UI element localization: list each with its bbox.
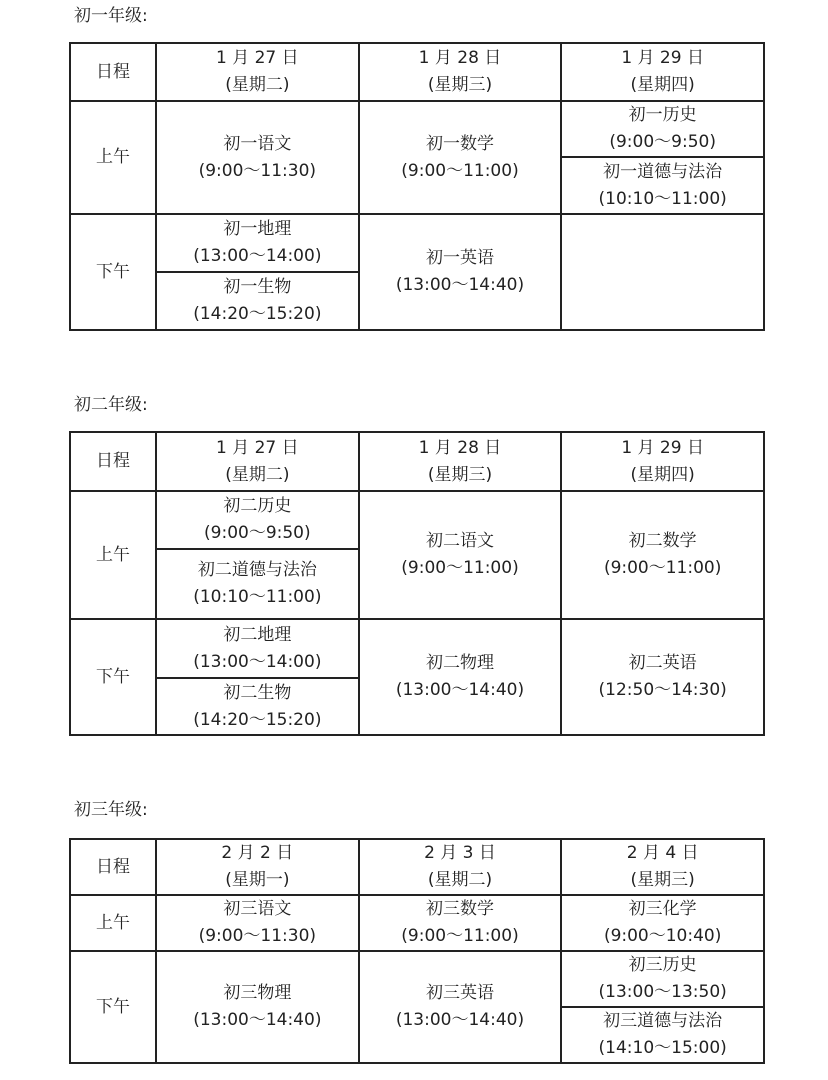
exam-time: (13:00～14:40) xyxy=(395,1010,525,1030)
day-header xyxy=(561,43,764,101)
exam-subject: 初一道德与法治 xyxy=(603,161,723,182)
exam-cell xyxy=(561,101,764,157)
exam-subject: 初二生物 xyxy=(223,682,292,703)
session-label: 上午 xyxy=(70,491,156,619)
weekday: (星期二) xyxy=(225,75,290,95)
weekday: (星期三) xyxy=(427,75,493,95)
exam-time: (12:50～14:30) xyxy=(598,680,727,700)
weekday: (星期二) xyxy=(427,870,493,890)
exam-cell xyxy=(561,1007,764,1063)
weekday: (星期三) xyxy=(427,464,493,485)
corner-cell: 日程 xyxy=(70,432,156,491)
exam-cell xyxy=(561,491,764,619)
exam-cell xyxy=(156,101,359,214)
date: 1 月 27 日 xyxy=(215,437,299,458)
day-header xyxy=(561,839,764,895)
exam-subject: 初一生物 xyxy=(223,277,292,297)
exam-subject: 初三英语 xyxy=(425,983,494,1003)
exam-cell xyxy=(561,951,764,1007)
session-row xyxy=(70,619,764,678)
date: 2 月 2 日 xyxy=(221,843,294,863)
session-label: 下午 xyxy=(70,951,156,1063)
day-header xyxy=(561,432,764,491)
date: 2 月 3 日 xyxy=(424,843,496,863)
weekday: (星期一) xyxy=(225,870,290,890)
exam-cell xyxy=(561,895,764,951)
exam-subject: 初三数学 xyxy=(425,899,494,919)
exam-time: (9:00～10:40) xyxy=(603,926,722,946)
schedule-table xyxy=(69,431,765,736)
exam-time: (14:20～15:20) xyxy=(193,304,322,324)
date: 1 月 27 日 xyxy=(215,48,299,68)
exam-cell xyxy=(156,678,359,735)
exam-time: (9:00～11:30) xyxy=(198,160,317,181)
exam-subject: 初三物理 xyxy=(223,983,292,1003)
exam-time: (9:00～11:00) xyxy=(401,926,519,946)
day-header xyxy=(156,43,359,101)
exam-subject: 初三历史 xyxy=(628,955,697,975)
exam-subject: 初三化学 xyxy=(628,899,697,919)
session-row xyxy=(70,491,764,549)
session-label: 下午 xyxy=(70,214,156,330)
day-header xyxy=(359,432,562,491)
exam-subject: 初一数学 xyxy=(425,133,494,154)
exam-subject: 初二数学 xyxy=(628,531,697,551)
date: 1 月 29 日 xyxy=(621,437,704,458)
date: 1 月 28 日 xyxy=(418,48,502,68)
exam-time: (13:00～14:40) xyxy=(193,1010,322,1030)
exam-time: (10:10～11:00) xyxy=(193,587,322,607)
header-row xyxy=(70,839,764,895)
session-row xyxy=(70,951,764,1007)
exam-cell xyxy=(156,214,359,272)
schedule-table xyxy=(69,42,765,331)
date: 1 月 29 日 xyxy=(621,48,704,68)
exam-subject: 初三道德与法治 xyxy=(603,1011,723,1031)
date: 2 月 4 日 xyxy=(626,843,699,863)
exam-subject: 初二道德与法治 xyxy=(197,560,317,580)
exam-time: (9:00～9:50) xyxy=(204,523,311,543)
exam-cell xyxy=(359,491,562,619)
exam-time: (14:20～15:20) xyxy=(193,709,322,730)
exam-time: (13:00～13:50) xyxy=(598,982,727,1002)
exam-time: (9:00～11:00) xyxy=(603,558,722,578)
weekday: (星期二) xyxy=(225,464,290,485)
exam-subject: 初二物理 xyxy=(425,653,494,673)
exam-subject: 初三语文 xyxy=(223,899,292,919)
exam-time: (9:00～11:00) xyxy=(401,160,519,181)
exam-cell xyxy=(156,951,359,1063)
exam-subject: 初一历史 xyxy=(628,105,697,125)
session-row xyxy=(70,214,764,272)
exam-cell xyxy=(156,272,359,330)
header-row xyxy=(70,432,764,491)
weekday: (星期四) xyxy=(630,464,695,485)
exam-cell xyxy=(359,895,562,951)
exam-time: (13:00～14:40) xyxy=(395,680,525,700)
exam-time: (10:10～11:00) xyxy=(598,188,727,209)
schedule-table xyxy=(69,838,765,1064)
exam-cell xyxy=(359,951,562,1063)
day-header xyxy=(156,839,359,895)
grade-title: 初三年级: xyxy=(74,800,148,820)
exam-cell xyxy=(561,619,764,735)
weekday: (星期四) xyxy=(630,75,695,95)
corner-cell: 日程 xyxy=(70,43,156,101)
session-label: 上午 xyxy=(70,895,156,951)
exam-time: (13:00～14:00) xyxy=(193,651,322,672)
exam-time: (14:10～15:00) xyxy=(598,1038,727,1058)
exam-cell xyxy=(359,214,562,330)
empty-cell xyxy=(561,214,764,330)
exam-time: (9:00～11:00) xyxy=(401,558,519,578)
exam-cell xyxy=(156,619,359,678)
exam-cell xyxy=(359,619,562,735)
date: 1 月 28 日 xyxy=(418,437,502,458)
exam-subject: 初一地理 xyxy=(223,219,292,239)
exam-time: (13:00～14:00) xyxy=(193,246,322,266)
exam-subject: 初二语文 xyxy=(425,531,494,551)
grade-title: 初二年级: xyxy=(74,395,148,415)
session-label: 下午 xyxy=(70,619,156,735)
exam-cell xyxy=(561,157,764,214)
day-header xyxy=(359,839,562,895)
exam-cell xyxy=(156,895,359,951)
header-row xyxy=(70,43,764,101)
exam-cell xyxy=(156,491,359,549)
grade-title: 初一年级: xyxy=(74,6,148,26)
exam-cell xyxy=(156,549,359,619)
exam-subject: 初二英语 xyxy=(628,653,697,673)
day-header xyxy=(156,432,359,491)
weekday: (星期三) xyxy=(630,870,695,890)
exam-time: (9:00～11:30) xyxy=(198,926,317,946)
exam-subject: 初一语文 xyxy=(223,133,292,154)
exam-cell xyxy=(359,101,562,214)
session-row xyxy=(70,895,764,923)
exam-subject: 初一英语 xyxy=(425,248,494,268)
day-header xyxy=(359,43,562,101)
exam-subject: 初二地理 xyxy=(223,624,292,645)
session-row xyxy=(70,101,764,157)
corner-cell: 日程 xyxy=(70,839,156,895)
exam-time: (9:00～9:50) xyxy=(609,132,716,152)
exam-subject: 初二历史 xyxy=(223,496,292,516)
session-label: 上午 xyxy=(70,101,156,214)
exam-time: (13:00～14:40) xyxy=(395,275,525,295)
